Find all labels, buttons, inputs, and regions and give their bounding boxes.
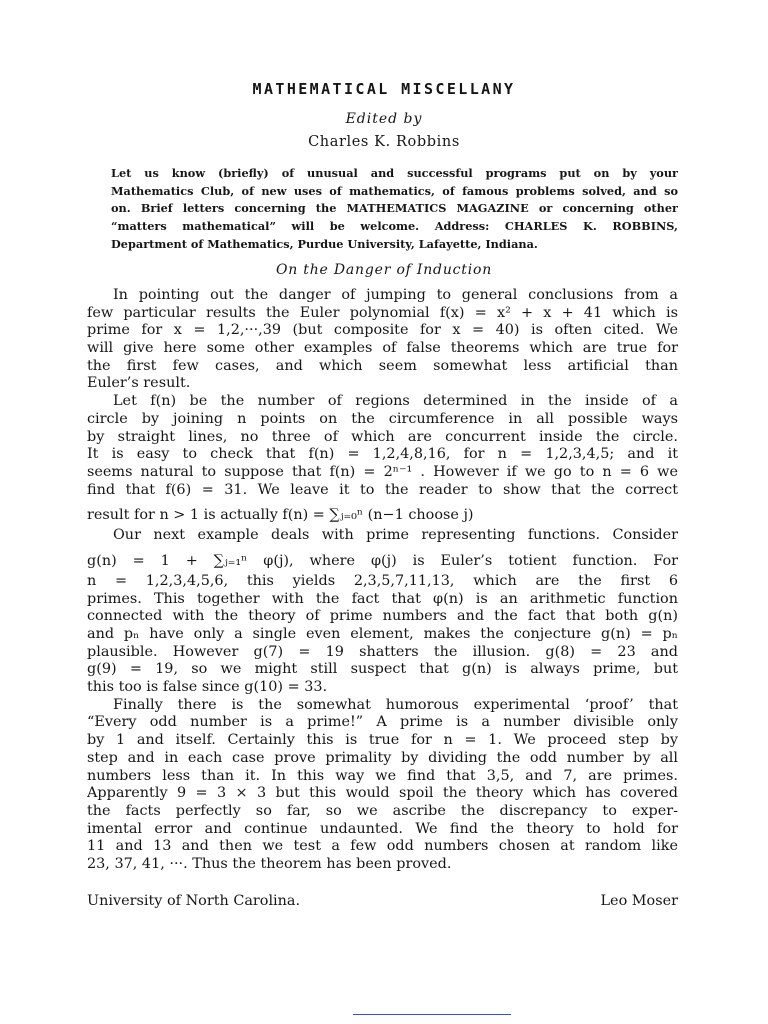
body-line: will give here some other examples of false theorems which are true for: [87, 340, 678, 357]
body-line: Finally there is the somewhat humorous experimental ‘proof’ that: [113, 696, 678, 713]
page-title: MATHEMATICAL MISCELLANY: [252, 80, 516, 98]
body-line: Let f(n) be the number of regions determined in the inside of a: [113, 393, 678, 410]
intro-paragraph: [111, 165, 678, 253]
footer-link-underline[interactable]: [353, 1014, 511, 1015]
editor-name: Charles K. Robbins: [308, 134, 460, 150]
body-line: the first few cases, and which seem somewhat less artificial than: [87, 357, 678, 374]
body-line: plausible. However g(7) = 19 shatters the illusion. g(8) = 23 and: [87, 643, 678, 660]
body-line: Our next example deals with prime representing functions. Consider: [113, 527, 678, 544]
intro-line: on. Brief letters concerning the MATHEMATICS MAGAZINE or concerning other: [111, 201, 678, 216]
body-line: by straight lines, no three of which are concurrent inside the circle.: [87, 428, 678, 445]
author-name: Leo Moser: [600, 893, 678, 909]
intro-line: Mathematics Club, of new uses of mathematics, of famous problems solved, and so: [111, 183, 678, 198]
body-line: Euler’s result.: [87, 375, 191, 392]
body-line: n = 1,2,3,4,5,6, this yields 2,3,5,7,11,13, which are the first 6: [87, 572, 678, 589]
body-line: the facts perfectly so far, so we ascribe the discrepancy to exper-: [87, 802, 678, 819]
body-line: prime for x = 1,2,···,39 (but composite for x = 40) is often cited. We: [87, 322, 678, 339]
intro-line: Department of Mathematics, Purdue University, Lafayette, Indiana.: [111, 236, 538, 251]
body-line: g(n) = 1 + ∑ⱼ₌₁ⁿ φ(j), where φ(j) is Euler’s totient function. For: [87, 552, 678, 569]
body-line: result for n > 1 is actually f(n) = ∑ⱼ₌₀ⁿ (n−1 choose j): [87, 507, 474, 524]
body-line: 11 and 13 and then we test a few odd numbers chosen at random like: [87, 838, 678, 855]
author-affiliation: University of North Carolina.: [87, 893, 301, 909]
body-line: step and in each case prove primality by dividing the odd number by all: [87, 749, 678, 766]
article-body: [87, 287, 678, 874]
body-line: It is easy to check that f(n) = 1,2,4,8,16, for n = 1,2,3,4,5; and it: [87, 446, 678, 463]
body-line: 23, 37, 41, ···. Thus the theorem has been proved.: [87, 855, 452, 872]
body-line: find that f(6) = 31. We leave it to the reader to show that the correct: [87, 481, 678, 498]
body-line: primes. This together with the fact that φ(n) is an arithmetic function: [87, 590, 678, 607]
intro-line: Let us know (briefly) of unusual and successful programs put on by your: [111, 166, 678, 180]
body-line: seems natural to suppose that f(n) = 2ⁿ⁻¹ . However if we go to n = 6 we: [87, 463, 678, 480]
body-line: circle by joining n points on the circumference in all possible ways: [87, 410, 678, 427]
body-line: g(9) = 19, so we might still suspect that g(n) is always prime, but: [87, 661, 678, 678]
article-title: On the Danger of Induction: [275, 262, 493, 278]
body-line: by 1 and itself. Certainly this is true for n = 1. We proceed step by: [87, 732, 678, 749]
intro-line: “matters mathematical” will be welcome. Address: CHARLES K. ROBBINS,: [111, 219, 678, 234]
body-line: “Every odd number is a prime!” A prime is a number divisible only: [87, 714, 678, 731]
body-line: few particular results the Euler polynomial f(x) = x² + x + 41 which is: [87, 304, 678, 321]
edited-by-line: Edited by: [345, 111, 423, 127]
body-line: and pₙ have only a single even element, makes the conjecture g(n) = pₙ: [87, 626, 678, 642]
signature-block: [87, 893, 678, 909]
body-line: Apparently 9 = 3 × 3 but this would spoil the theory which has covered: [87, 785, 678, 802]
body-line: this too is false since g(10) = 33.: [87, 679, 328, 696]
body-line: connected with the theory of prime numbers and the fact that both g(n): [87, 608, 678, 625]
body-line: imental error and continue undaunted. We find the theory to hold for: [87, 820, 678, 837]
body-line: numbers less than it. In this way we find that 3,5, and 7, are primes.: [87, 767, 678, 784]
body-line: In pointing out the danger of jumping to general conclusions from a: [113, 287, 678, 303]
